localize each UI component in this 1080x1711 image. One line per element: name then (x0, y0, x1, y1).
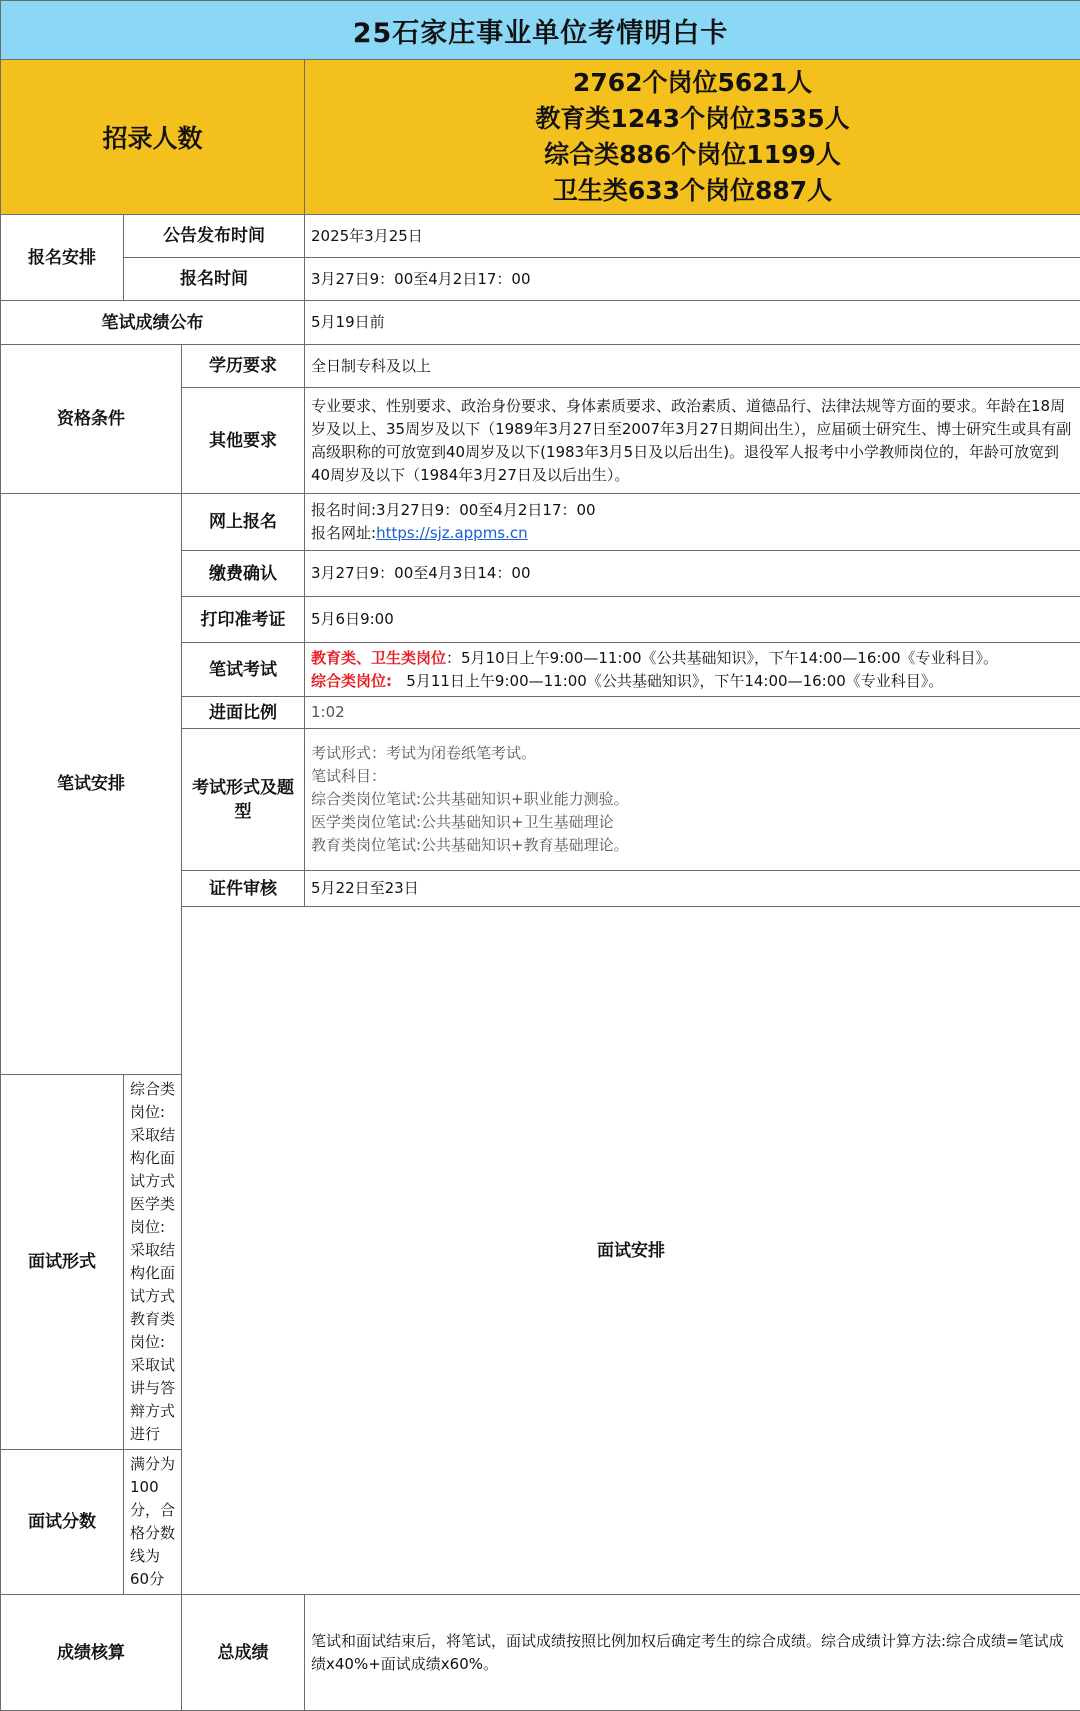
exam-format-line: 教育类岗位笔试:公共基础知识+教育基础理论。 (311, 834, 1074, 857)
other-requirements-value: 专业要求、性别要求、政治身份要求、身体素质要求、政治素质、道德品行、法律法规等方面的要求。年龄在18周岁及以上、35周岁及以下（1989年3月27日至2007年3月27日期间出生），应届硕士研究生、博士研究生或具有副高级职称的可放宽到40周岁及以下(1983年3月5日及以后出生)。退役军人报考中小学教师岗位的，年龄可放宽到 40周岁及以下（1984年3月27日及以后出生）。 (305, 388, 1080, 494)
interview-score-value: 满分为100 分，合格分数线为 60分 (124, 1450, 182, 1595)
site-prefix: 报名网址: (311, 524, 376, 542)
interview-ratio-value: 1:02 (305, 697, 1080, 729)
exam-format-line: 综合类岗位笔试:公共基础知识+职业能力测验。 (311, 788, 1074, 811)
exam-format-line: 医学类岗位笔试:公共基础知识+卫生基础理论 (311, 811, 1074, 834)
interview-format-label: 面试形式 (1, 1075, 124, 1450)
written-exam-value (305, 643, 1080, 697)
exam-category-highlight-1: 教育类、卫生类岗位 (311, 649, 446, 667)
exam-format-label: 考试形式及题型 (182, 729, 305, 871)
recruit-total: 2762个岗位5621人 (305, 65, 1080, 101)
online-registration-time: 报名时间:3月27日9：00至4月2日17：00 (311, 499, 1074, 522)
written-exam-label: 笔试考试 (182, 643, 305, 697)
written-score-label: 笔试成绩公布 (1, 301, 305, 345)
certificate-review-value: 5月22日至23日 (305, 871, 1080, 907)
recruit-health: 卫生类633个岗位887人 (305, 173, 1080, 209)
written-score-value: 5月19日前 (305, 301, 1080, 345)
online-registration-value (305, 494, 1080, 551)
interview-format-line: 医学类岗位:采取结构化面试方式 (130, 1193, 175, 1308)
registration-time-value: 3月27日9：00至4月2日17：00 (305, 258, 1080, 301)
interview-format-line: 教育类岗位:采取试讲与答辩方式进行 (130, 1308, 175, 1446)
certificate-review-label: 证件审核 (182, 871, 305, 907)
print-admission-value: 5月6日9:00 (305, 597, 1080, 643)
other-requirements-label: 其他要求 (182, 388, 305, 494)
recruit-label: 招录人数 (1, 60, 305, 215)
score-calc-section-label: 成绩核算 (1, 1595, 182, 1711)
recruit-education: 教育类1243个岗位3535人 (305, 101, 1080, 137)
written-exam-section-label: 笔试安排 (1, 494, 182, 1075)
written-exam-line-1: 教育类、卫生类岗位：5月10日上午9:00—11:00《公共基础知识》，下午14:00—16:00《专业科目》。 (311, 647, 1074, 670)
registration-section-label: 报名安排 (1, 215, 124, 301)
total-score-value: 笔试和面试结束后，将笔试，面试成绩按照比例加权后确定考生的综合成绩。综合成绩计算方法:综合成绩=笔试成绩x40%+面试成绩x60%。 (305, 1595, 1080, 1711)
online-registration-label: 网上报名 (182, 494, 305, 551)
fee-confirm-label: 缴费确认 (182, 551, 305, 597)
print-admission-label: 打印准考证 (182, 597, 305, 643)
announce-time-label: 公告发布时间 (124, 215, 305, 258)
interview-section-label: 面试安排 (182, 907, 1080, 1595)
recruit-general: 综合类886个岗位1199人 (305, 137, 1080, 173)
interview-format-line: 综合类岗位:采取结构化面试方式 (130, 1078, 175, 1193)
written-exam-line-2: 综合类岗位: 5月11日上午9:00—11:00《公共基础知识》，下午14:00—16:00《专业科目》。 (311, 670, 1074, 693)
qualification-section-label: 资格条件 (1, 345, 182, 494)
announce-time-value: 2025年3月25日 (305, 215, 1080, 258)
education-value: 全日制专科及以上 (305, 345, 1080, 388)
interview-ratio-label: 进面比例 (182, 697, 305, 729)
total-score-label: 总成绩 (182, 1595, 305, 1711)
registration-site-link[interactable]: https://sjz.appms.cn (376, 524, 528, 542)
exam-format-line: 考试形式：考试为闭卷纸笔考试。 (311, 742, 1074, 765)
exam-format-line: 笔试科目： (311, 765, 1074, 788)
registration-time-label: 报名时间 (124, 258, 305, 301)
online-registration-site (311, 522, 1074, 545)
card-title: 25石家庄事业单位考情明白卡 (1, 1, 1080, 60)
fee-confirm-value: 3月27日9：00至4月3日14：00 (305, 551, 1080, 597)
education-label: 学历要求 (182, 345, 305, 388)
exam-category-highlight-2: 综合类岗位: (311, 672, 392, 690)
recruit-summary (305, 60, 1080, 215)
interview-format-value (124, 1075, 182, 1450)
exam-format-value (305, 729, 1080, 871)
interview-score-label: 面试分数 (1, 1450, 124, 1595)
